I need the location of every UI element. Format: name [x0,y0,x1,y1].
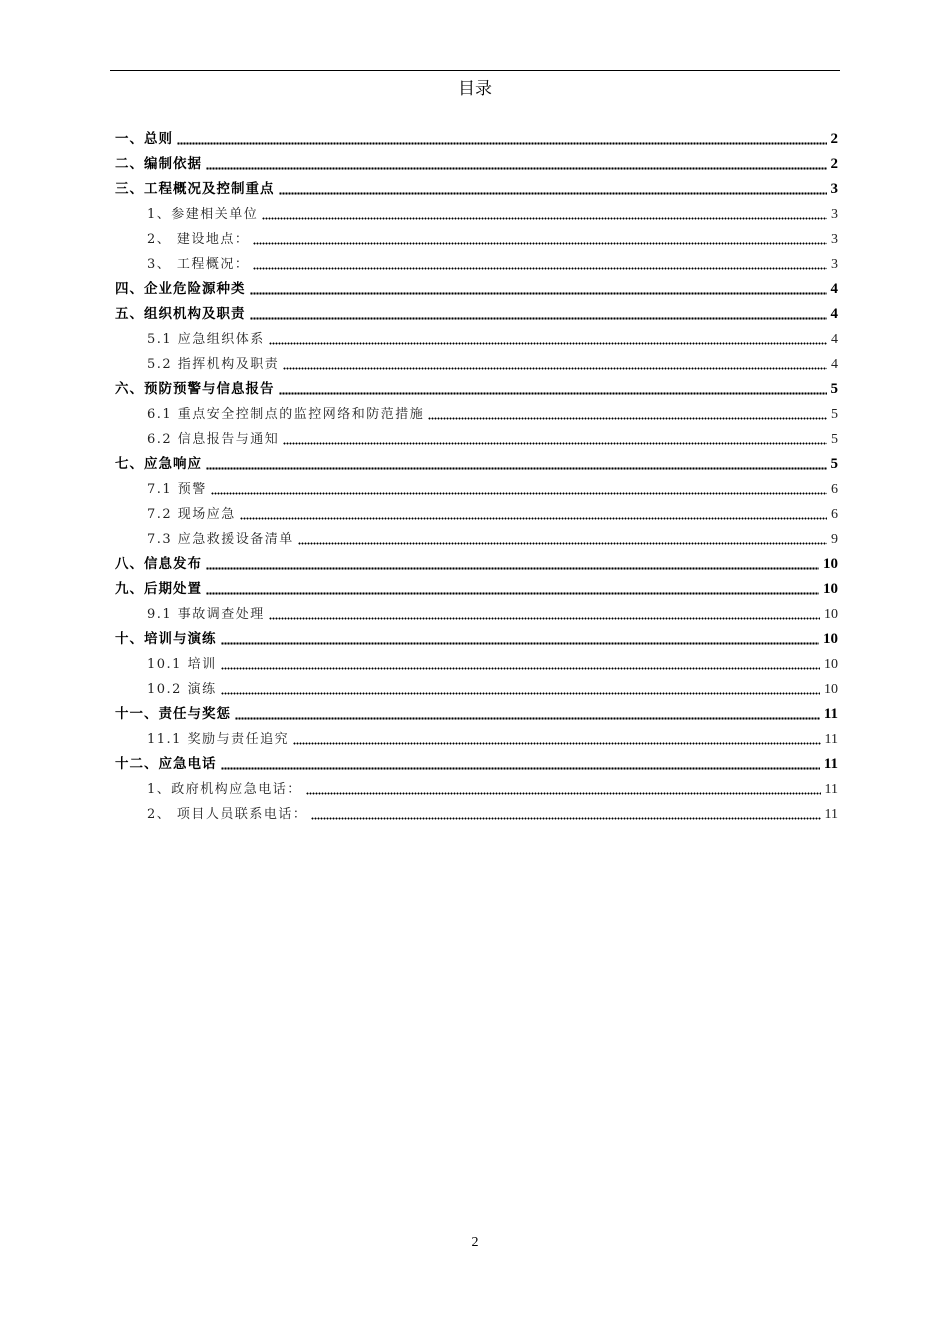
page-number: 2 [471,1235,479,1250]
toc-dot-leader [206,462,827,470]
toc-dot-leader [269,612,820,620]
toc-entry-chapter[interactable] [115,702,838,727]
toc-entry-chapter[interactable] [115,752,838,777]
toc-entry-page: 3 [831,232,838,247]
toc-dot-leader [221,662,820,670]
toc-entry-chapter[interactable] [115,127,838,152]
toc-title: 目录 [458,79,492,99]
toc-entry-section[interactable] [115,202,838,227]
toc-dot-leader [279,387,827,395]
toc-entry-label: 六、预防预警与信息报告 [115,381,275,397]
toc-entry-label: 一、总则 [115,131,173,147]
header-rule [110,70,840,71]
toc-dot-leader [221,637,820,645]
toc-entry-page: 5 [830,456,838,472]
toc-entry-label: 7.3 应急救援设备清单 [147,532,294,547]
toc-entry-label: 2、 项目人员联系电话： [147,807,308,822]
toc-entry-chapter[interactable] [115,152,838,177]
toc-entry-page: 4 [830,281,838,297]
toc-entry-section[interactable] [115,352,838,377]
toc-entry-page: 10 [824,682,838,697]
toc-entry-label: 十、培训与演练 [115,631,217,647]
toc-entry-page: 3 [830,181,838,197]
toc-entry-page: 11 [823,706,838,722]
toc-dot-leader [311,812,820,820]
toc-dot-leader [221,762,820,770]
toc-dot-leader [240,512,827,520]
toc-entry-chapter[interactable] [115,452,838,477]
toc-entry-label: 2、 建设地点： [147,232,250,247]
toc-entry-label: 10.1 培训 [147,657,217,672]
toc-entry-page: 6 [831,507,838,522]
toc-entry-label: 10.2 演练 [147,682,217,697]
toc-entry-label: 四、企业危险源种类 [115,281,246,297]
toc-entry-section[interactable] [115,602,838,627]
toc-entry-chapter[interactable] [115,277,838,302]
toc-entry-page: 10 [823,631,838,647]
toc-entry-page: 10 [824,607,838,622]
toc-entry-label: 二、编制依据 [115,156,202,172]
toc-entry-page: 10 [823,556,838,572]
toc-entry-page: 11 [824,807,838,822]
toc-entry-label: 3、 工程概况： [147,257,250,272]
toc-entry-page: 4 [831,332,838,347]
toc-entry-section[interactable] [115,777,838,802]
toc-dot-leader [306,787,821,795]
toc-dot-leader [283,437,827,445]
toc-entry-page: 5 [830,381,838,397]
toc-dot-leader [428,412,827,420]
toc-entry-page: 4 [830,306,838,322]
toc-entry-section[interactable] [115,227,838,252]
toc-entry-page: 10 [823,581,838,597]
toc-entry-page: 4 [831,357,838,372]
toc-entry-section[interactable] [115,252,838,277]
toc-entry-page: 3 [831,257,838,272]
toc-entry-section[interactable] [115,527,838,552]
toc-dot-leader [253,237,827,245]
toc-entry-section[interactable] [115,427,838,452]
toc-dot-leader [253,262,827,270]
toc-entry-label: 五、组织机构及职责 [115,306,246,322]
toc-entry-page: 11 [824,732,838,747]
toc-dot-leader [177,137,827,145]
toc-dot-leader [279,187,827,195]
toc-dot-leader [283,362,827,370]
toc-entry-label: 八、信息发布 [115,556,202,572]
toc-entry-label: 5.2 指挥机构及职责 [147,357,280,372]
toc-entry-label: 七、应急响应 [115,456,202,472]
toc-entry-section[interactable] [115,402,838,427]
toc-entry-chapter[interactable] [115,577,838,602]
toc-dot-leader [250,287,827,295]
toc-entry-label: 11.1 奖励与责任追究 [147,732,290,747]
toc-dot-leader [211,487,827,495]
toc-entry-label: 5.1 应急组织体系 [147,332,265,347]
toc-entry-label: 6.1 重点安全控制点的监控网络和防范措施 [147,407,425,422]
toc-entry-label: 6.2 信息报告与通知 [147,432,280,447]
toc-dot-leader [221,687,820,695]
toc-entry-page: 11 [823,756,838,772]
toc-dot-leader [206,587,819,595]
toc-entry-chapter[interactable] [115,177,838,202]
toc-entry-page: 11 [824,782,838,797]
toc-entry-label: 7.2 现场应急 [147,507,236,522]
toc-dot-leader [206,562,819,570]
toc-entry-label: 1、政府机构应急电话： [147,782,302,797]
toc-dot-leader [262,212,827,220]
table-of-contents [115,127,838,827]
toc-entry-label: 三、工程概况及控制重点 [115,181,275,197]
toc-entry-section[interactable] [115,677,838,702]
toc-entry-section[interactable] [115,652,838,677]
toc-dot-leader [298,537,827,545]
toc-entry-label: 1、参建相关单位 [147,207,259,222]
toc-entry-page: 9 [831,532,838,547]
toc-entry-label: 九、后期处置 [115,581,202,597]
toc-entry-page: 5 [831,407,838,422]
toc-entry-chapter[interactable] [115,627,838,652]
toc-entry-label: 十一、责任与奖惩 [115,706,231,722]
toc-entry-section[interactable] [115,502,838,527]
toc-entry-chapter[interactable] [115,377,838,402]
toc-dot-leader [206,162,827,170]
toc-entry-section[interactable] [115,727,838,752]
toc-entry-label: 十二、应急电话 [115,756,217,772]
toc-entry-section[interactable] [115,802,838,827]
toc-entry-section[interactable] [115,327,838,352]
toc-entry-page: 5 [831,432,838,447]
toc-dot-leader [235,712,820,720]
toc-entry-section[interactable] [115,477,838,502]
toc-dot-leader [293,737,820,745]
toc-dot-leader [269,337,827,345]
toc-entry-page: 6 [831,482,838,497]
toc-entry-page: 3 [831,207,838,222]
toc-entry-page: 10 [824,657,838,672]
toc-entry-label: 7.1 预警 [147,482,207,497]
toc-entry-label: 9.1 事故调查处理 [147,607,265,622]
toc-entry-chapter[interactable] [115,302,838,327]
toc-dot-leader [250,312,827,320]
toc-entry-chapter[interactable] [115,552,838,577]
toc-entry-page: 2 [830,131,838,147]
toc-entry-page: 2 [830,156,838,172]
